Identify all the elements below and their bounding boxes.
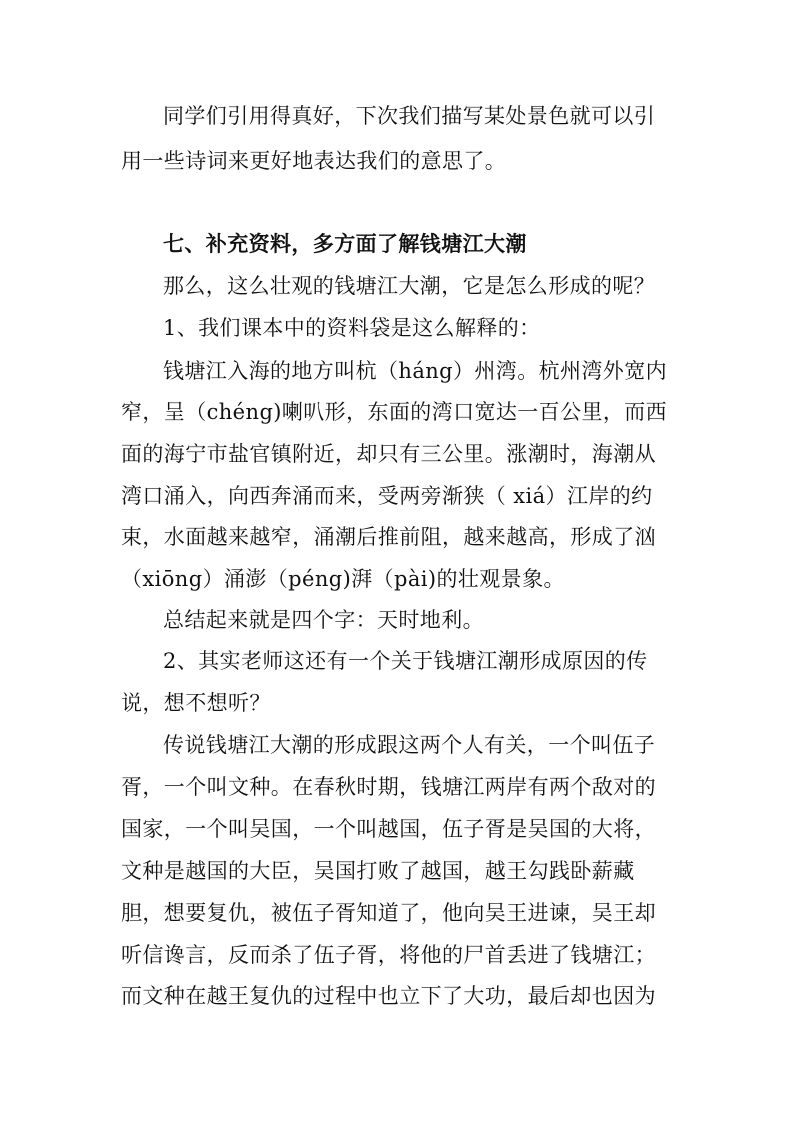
paragraph-line: 听信谗言，反而杀了伍子胥，将他的尸首丢进了钱塘江；	[121, 943, 656, 967]
paragraph-line: 文种是越国的大臣，吴国打败了越国，越王勾践卧薪藏	[121, 859, 635, 883]
paragraph-line: 1、我们课本中的资料袋是这么解释的：	[163, 316, 541, 340]
paragraph-line: 胆，想要复仇，被伍子胥知道了，他向吴王进谏，吴王却	[121, 901, 656, 925]
section-heading: 七、补充资料，多方面了解钱塘江大潮	[163, 231, 527, 256]
paragraph-line: 说，想不想听？	[121, 691, 271, 715]
paragraph-line: 窄，呈（chéng)喇叭形，东面的湾口宽达一百公里，而西	[121, 400, 668, 424]
paragraph-line: 国家，一个叫吴国，一个叫越国，伍子胥是吴国的大将，	[121, 817, 656, 841]
paragraph-line: 胥，一个叫文种。在春秋时期，钱塘江两岸有两个敌对的	[121, 775, 656, 799]
paragraph-line: 用一些诗词来更好地表达我们的意思了。	[121, 149, 507, 173]
paragraph-line: （xiōng）涌澎（péng)湃（pài)的壮观景象。	[121, 567, 565, 591]
paragraph-line: 2、其实老师这还有一个关于钱塘江潮形成原因的传	[163, 649, 648, 673]
paragraph-line: 总结起来就是四个字：天时地利。	[163, 608, 484, 632]
paragraph-line: 湾口涌入，向西奔涌而来，受两旁渐狭（ xiá）江岸的约	[121, 484, 653, 508]
paragraph-line: 而文种在越王复仇的过程中也立下了大功，最后却也因为	[121, 984, 656, 1008]
paragraph-line: 钱塘江入海的地方叫杭（háng）州湾。杭州湾外宽内	[163, 359, 668, 383]
paragraph-line: 传说钱塘江大潮的形成跟这两个人有关，一个叫伍子	[163, 733, 656, 757]
paragraph-line: 束，水面越来越窄，涌潮后推前阻，越来越高，形成了汹	[121, 525, 656, 549]
paragraph-line: 同学们引用得真好，下次我们描写某处景色就可以引	[163, 104, 656, 128]
paragraph-line: 面的海宁市盐官镇附近，却只有三公里。涨潮时，海潮从	[121, 442, 656, 466]
paragraph-line: 那么，这么壮观的钱塘江大潮，它是怎么形成的呢？	[163, 274, 656, 298]
